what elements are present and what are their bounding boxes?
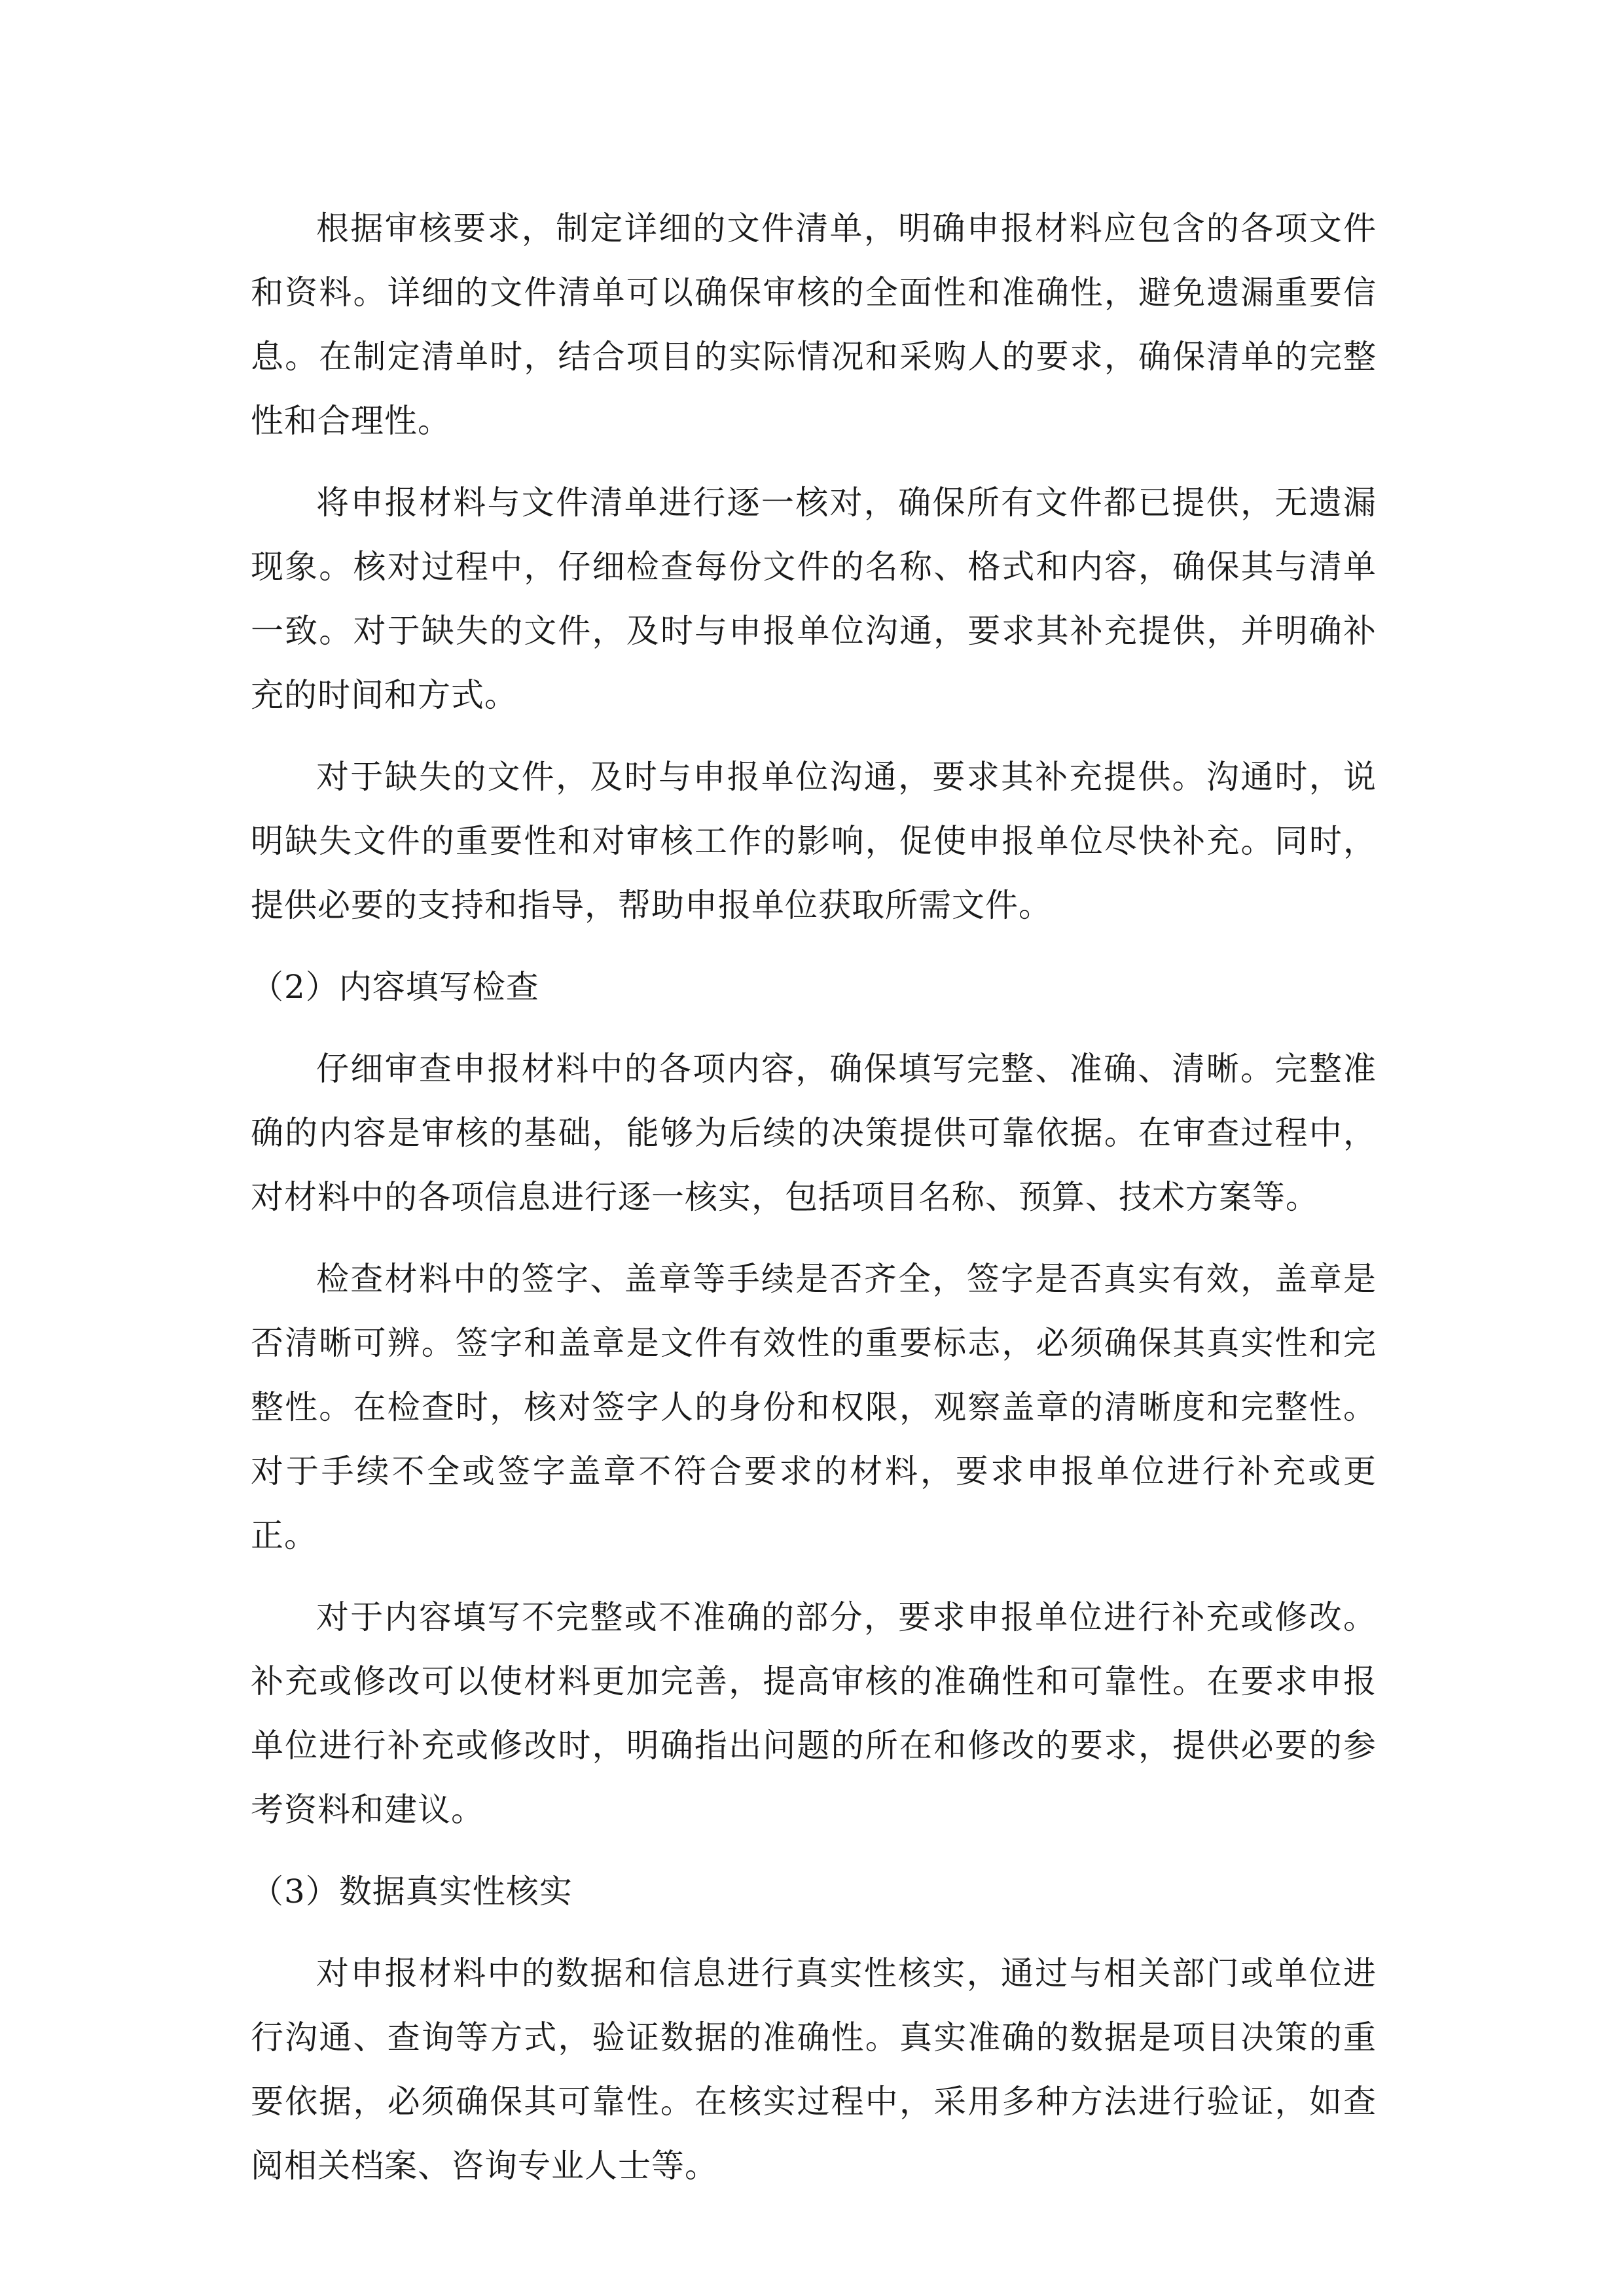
paragraph-signature-seal-check: 检查材料中的签字、盖章等手续是否齐全，签字是否真实有效，盖章是否清晰可辨。签字和盖章是文件有效性的重要标志，必须确保其真实性和完整性。在检查时，核对签字人的身份和权限，观察盖章的清晰度和完整性。对于手续不全或签字盖章不符合要求的材料，要求申报单位进行补充或更正。 — [251, 1260, 1377, 1554]
document-body — [251, 196, 1377, 2215]
paragraph-supplement-revision: 对于内容填写不完整或不准确的部分，要求申报单位进行补充或修改。补充或修改可以使材料更加完善，提高审核的准确性和可靠性。在要求申报单位进行补充或修改时，明确指出问题的所在和修改的要求，提供必要的参考资料和建议。 — [251, 1598, 1377, 1829]
paragraph-checklist-verification: 将申报材料与文件清单进行逐一核对，确保所有文件都已提供，无遗漏现象。核对过程中，仔细检查每份文件的名称、格式和内容，确保其与清单一致。对于缺失的文件，及时与申报单位沟通，要求其补充提供，并明确补充的时间和方式。 — [251, 484, 1377, 714]
paragraph-data-authenticity: 对申报材料中的数据和信息进行真实性核实，通过与相关部门或单位进行沟通、查询等方式，验证数据的准确性。真实准确的数据是项目决策的重要依据，必须确保其可靠性。在核实过程中，采用多种方法进行验证，如查阅相关档案、咨询专业人士等。 — [251, 1954, 1377, 2185]
section-heading-content-check: （2）内容填写检查 — [251, 968, 539, 1006]
section-heading-data-verification: （3）数据真实性核实 — [251, 1873, 573, 1910]
paragraph-missing-files: 对于缺失的文件，及时与申报单位沟通，要求其补充提供。沟通时，说明缺失文件的重要性和对审核工作的影响，促使申报单位尽快补充。同时，提供必要的支持和指导，帮助申报单位获取所需文件。 — [251, 758, 1377, 924]
paragraph-file-checklist: 根据审核要求，制定详细的文件清单，明确申报材料应包含的各项文件和资料。详细的文件清单可以确保审核的全面性和准确性，避免遗漏重要信息。在制定清单时，结合项目的实际情况和采购人的要求，确保清单的完整性和合理性。 — [251, 209, 1377, 440]
paragraph-content-review: 仔细审查申报材料中的各项内容，确保填写完整、准确、清晰。完整准确的内容是审核的基础，能够为后续的决策提供可靠依据。在审查过程中，对材料中的各项信息进行逐一核实，包括项目名称、预算、技术方案等。 — [251, 1050, 1377, 1216]
